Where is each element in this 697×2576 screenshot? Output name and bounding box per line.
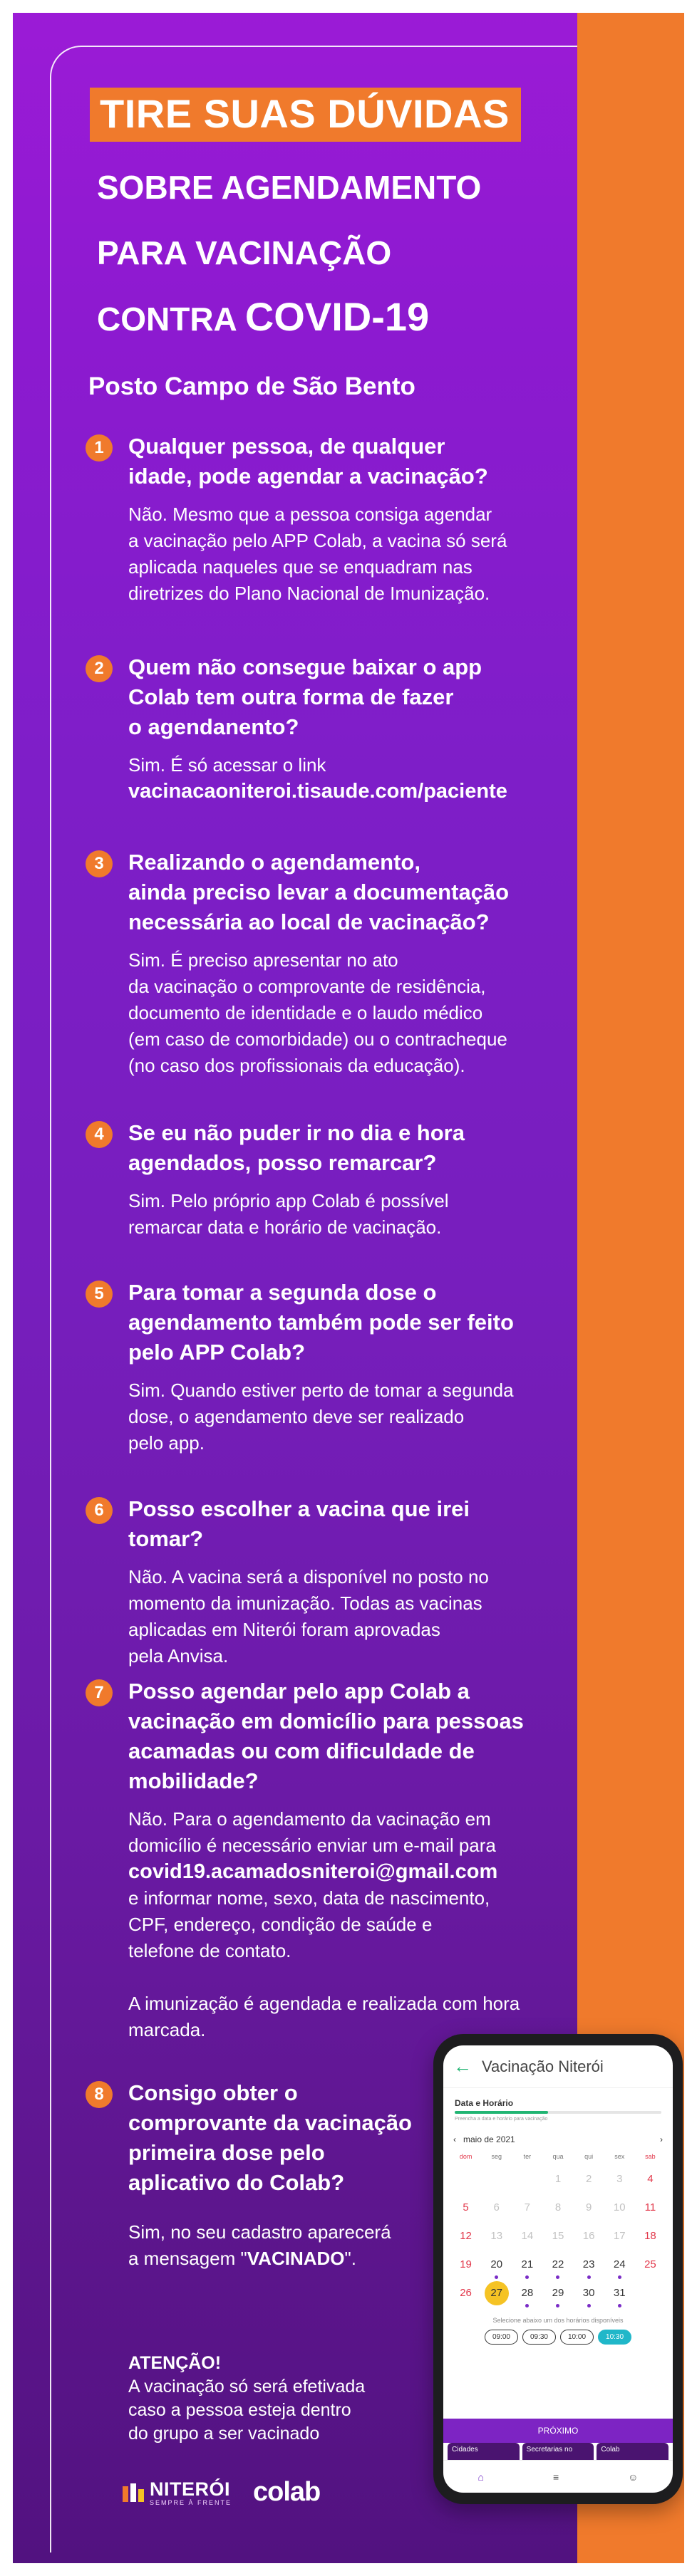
faq-answer <box>128 752 549 805</box>
calendar-week <box>450 2281 666 2310</box>
calendar-week <box>450 2224 666 2253</box>
faq-answer-text: Sim. É só acessar o link <box>128 754 326 776</box>
faq-number: 3 <box>86 850 113 877</box>
calendar <box>450 2150 666 2310</box>
title-line-4-prefix: CONTRA <box>97 301 245 338</box>
category-chip[interactable]: Secretarias no <box>522 2443 594 2460</box>
calendar-weekdays <box>450 2150 666 2167</box>
faq-item-2 <box>86 652 549 805</box>
faq-number: 1 <box>86 434 113 462</box>
attention-note <box>128 2352 365 2446</box>
section-label: Data e Horário <box>455 2098 514 2108</box>
location-name: Posto Campo de São Bento <box>88 372 415 400</box>
faq-number: 8 <box>86 2081 113 2108</box>
calendar-day[interactable]: 3 <box>616 2173 623 2185</box>
category-chip[interactable]: Colab <box>597 2443 668 2460</box>
category-chip[interactable]: Cidades <box>448 2443 520 2460</box>
niteroi-emblem-icon <box>121 2482 145 2503</box>
faq-question: Posso escolher a vacina que irei tomar? <box>128 1496 470 1551</box>
calendar-day <box>635 2281 666 2310</box>
calendar-day[interactable]: 17 <box>613 2230 626 2242</box>
faq-answer-text: Sim, no seu cadastro aparecerá a mensagem " <box>128 2221 391 2269</box>
attention-heading: ATENÇÃO! <box>128 2353 222 2373</box>
faq-number: 4 <box>86 1121 113 1148</box>
faq-answer-vacinado: VACINADO <box>247 2248 345 2269</box>
calendar-day[interactable]: 16 <box>582 2230 595 2242</box>
faq-number: 6 <box>86 1497 113 1524</box>
time-option[interactable]: 09:30 <box>522 2330 556 2345</box>
calendar-week <box>450 2167 666 2196</box>
faq-number: 7 <box>86 1679 113 1706</box>
calendar-day <box>512 2167 542 2196</box>
calendar-day[interactable]: 13 <box>490 2230 503 2242</box>
faq-question: Posso agendar pelo app Colab a vacinação em domicílio para pessoas acamadas ou com dificuldade de mobilidade? <box>128 1679 524 1793</box>
faq-number: 5 <box>86 1281 113 1308</box>
faq-item-4 <box>86 1118 549 1241</box>
title-line-4 <box>97 294 430 339</box>
bottom-chips <box>443 2443 673 2460</box>
calendar-day[interactable]: 27 <box>481 2281 512 2310</box>
calendar-day[interactable]: 1 <box>554 2173 562 2185</box>
time-option[interactable]: 10:00 <box>560 2330 594 2345</box>
back-arrow-icon[interactable]: ← <box>453 2055 472 2077</box>
calendar-day[interactable]: 21 <box>512 2253 542 2281</box>
calendar-day[interactable]: 8 <box>554 2201 562 2213</box>
calendar-day[interactable]: 23 <box>574 2253 604 2281</box>
colab-logo: colab <box>253 2477 321 2507</box>
weekday-label: qua <box>552 2153 564 2160</box>
calendar-day[interactable]: 6 <box>493 2201 500 2213</box>
weekday-label: ter <box>523 2153 532 2160</box>
month-selector <box>453 2134 663 2144</box>
niteroi-logo <box>121 2479 232 2506</box>
profile-icon[interactable]: ☺ <box>628 2471 639 2483</box>
faq-question: Qualquer pessoa, de qualquer idade, pode agendar a vacinação? <box>128 434 488 489</box>
faq-answer-text-after: e informar nome, sexo, data de nascimento, CPF, endereço, condição de saúde e telefone de contato. A imunização é agendada e realizada com hora marcada. <box>128 1887 520 2040</box>
calendar-day <box>481 2167 512 2196</box>
weekday-label: dom <box>459 2153 473 2160</box>
faq-question: Realizando o agendamento, ainda preciso levar a documentação necessária ao local de vacinação? <box>128 850 510 934</box>
faq-item-5 <box>86 1278 549 1456</box>
calendar-day[interactable]: 15 <box>552 2230 564 2242</box>
calendar-day[interactable]: 18 <box>644 2230 656 2242</box>
niteroi-tagline: SEMPRE À FRENTE <box>150 2498 232 2506</box>
poster <box>13 13 684 2563</box>
calendar-day[interactable]: 12 <box>460 2230 472 2242</box>
calendar-day[interactable]: 25 <box>644 2258 656 2270</box>
faq-answer-text-end: ". <box>344 2248 356 2269</box>
calendar-week <box>450 2253 666 2281</box>
faq-answer: Não. A vacina será a disponível no posto no momento da imunização. Todas as vacinas aplicadas em Niterói foram aprovadas pela Anvisa. <box>128 1566 489 1667</box>
faq-number: 2 <box>86 655 113 682</box>
faq-question: Quem não consegue baixar o app Colab tem outra forma de fazer o agendanento? <box>128 655 482 739</box>
faq-answer-link: vacinacaoniteroi.tisaude.com/paciente <box>128 780 507 803</box>
faq-answer: Sim. Pelo próprio app Colab é possível remarcar data e horário de vacinação. <box>128 1190 449 1238</box>
calendar-day[interactable]: 26 <box>460 2287 472 2299</box>
calendar-day[interactable]: 19 <box>460 2258 472 2270</box>
calendar-day[interactable]: 7 <box>524 2201 531 2213</box>
faq-question: Se eu não puder ir no dia e hora agendados, posso remarcar? <box>128 1120 465 1175</box>
title-line-2: SOBRE AGENDAMENTO <box>97 169 482 206</box>
app-title: Vacinação Niterói <box>482 2057 604 2075</box>
calendar-day[interactable]: 24 <box>604 2253 635 2281</box>
calendar-day <box>450 2167 481 2196</box>
time-options <box>443 2330 673 2345</box>
faq-answer: Não. Mesmo que a pessoa consiga agendar a vacinação pelo APP Colab, a vacina só será aplicada naqueles que se enquadram nas diretrizes do Plano Nacional de Imunização. <box>128 504 507 604</box>
title-highlight-box <box>90 88 521 142</box>
faq-answer <box>128 2219 428 2272</box>
calendar-day[interactable]: 29 <box>542 2281 573 2310</box>
niteroi-wordmark: NITERÓI <box>150 2478 231 2500</box>
times-label: Selecione abaixo um dos horários disponíveis <box>492 2317 624 2324</box>
time-option[interactable]: 10:30 <box>598 2330 631 2345</box>
calendar-day[interactable]: 30 <box>574 2281 604 2310</box>
faq-item-6 <box>86 1494 549 1669</box>
faq-item-8 <box>86 2078 428 2272</box>
home-icon[interactable]: ⌂ <box>477 2471 484 2483</box>
faq-item-1 <box>86 432 549 607</box>
phone-screen <box>443 2045 673 2493</box>
calendar-day[interactable]: 22 <box>542 2253 573 2281</box>
faq-answer-email: covid19.acamadosniteroi@gmail.com <box>128 1860 498 1883</box>
attention-body: A vacinação só será efetivada caso a pessoa esteja dentro do grupo a ser vacinado <box>128 2377 366 2444</box>
tab-bar <box>443 2460 673 2493</box>
calendar-day[interactable]: 11 <box>644 2201 656 2213</box>
calendar-week <box>450 2196 666 2224</box>
faq-item-7 <box>86 1677 549 2043</box>
app-header <box>443 2045 673 2088</box>
prev-month-icon[interactable]: ‹ <box>453 2134 456 2144</box>
weekday-label: sab <box>645 2153 656 2160</box>
weekday-label: qui <box>584 2153 594 2160</box>
title-covid: COVID-19 <box>244 294 430 339</box>
logos-row <box>121 2477 320 2508</box>
progress-bar <box>455 2111 661 2114</box>
faq-answer <box>128 1806 549 2043</box>
layers-icon[interactable]: ≡ <box>552 2471 559 2483</box>
faq-answer-text: Não. Para o agendamento da vacinação em domicílio é necessário enviar um e-mail para <box>128 1808 496 1856</box>
time-option[interactable]: 09:00 <box>485 2330 518 2345</box>
next-month-icon[interactable]: › <box>660 2134 663 2144</box>
progress-fill <box>455 2111 548 2114</box>
month-label: maio de 2021 <box>463 2134 515 2144</box>
title-line-3: PARA VACINAÇÃO <box>97 234 392 271</box>
faq-question: Consigo obter o comprovante da vacinação primeira dose pelo aplicativo do Colab? <box>128 2080 412 2195</box>
calendar-day[interactable]: 20 <box>481 2253 512 2281</box>
calendar-day[interactable]: 9 <box>585 2201 592 2213</box>
next-button[interactable]: PRÓXIMO <box>443 2419 673 2443</box>
calendar-day[interactable]: 5 <box>463 2201 469 2213</box>
faq-item-3 <box>86 848 549 1079</box>
calendar-day[interactable]: 4 <box>647 2173 654 2185</box>
calendar-day[interactable]: 28 <box>512 2281 542 2310</box>
calendar-day[interactable]: 2 <box>585 2173 592 2185</box>
faq-answer: Sim. Quando estiver perto de tomar a segunda dose, o agendamento deve ser realizado pelo app. <box>128 1380 514 1454</box>
calendar-day[interactable]: 10 <box>613 2201 626 2213</box>
weekday-label: sex <box>614 2153 625 2160</box>
progress-note: Preencha a data e horário para vacinação <box>455 2117 548 2122</box>
calendar-day[interactable]: 14 <box>521 2230 534 2242</box>
faq-answer: Sim. É preciso apresentar no ato da vacinação o comprovante de residência, documento de identidade e o laudo médico (em caso de comorbidade) ou o contracheque (no caso dos profissionais da educação). <box>128 949 507 1076</box>
weekday-label: seg <box>491 2153 502 2160</box>
calendar-day[interactable]: 31 <box>604 2281 635 2310</box>
phone-mockup <box>433 2034 683 2504</box>
faq-question: Para tomar a segunda dose o agendamento também pode ser feito pelo APP Colab? <box>128 1280 514 1365</box>
title-line-1: TIRE SUAS DÚVIDAS <box>100 91 510 136</box>
